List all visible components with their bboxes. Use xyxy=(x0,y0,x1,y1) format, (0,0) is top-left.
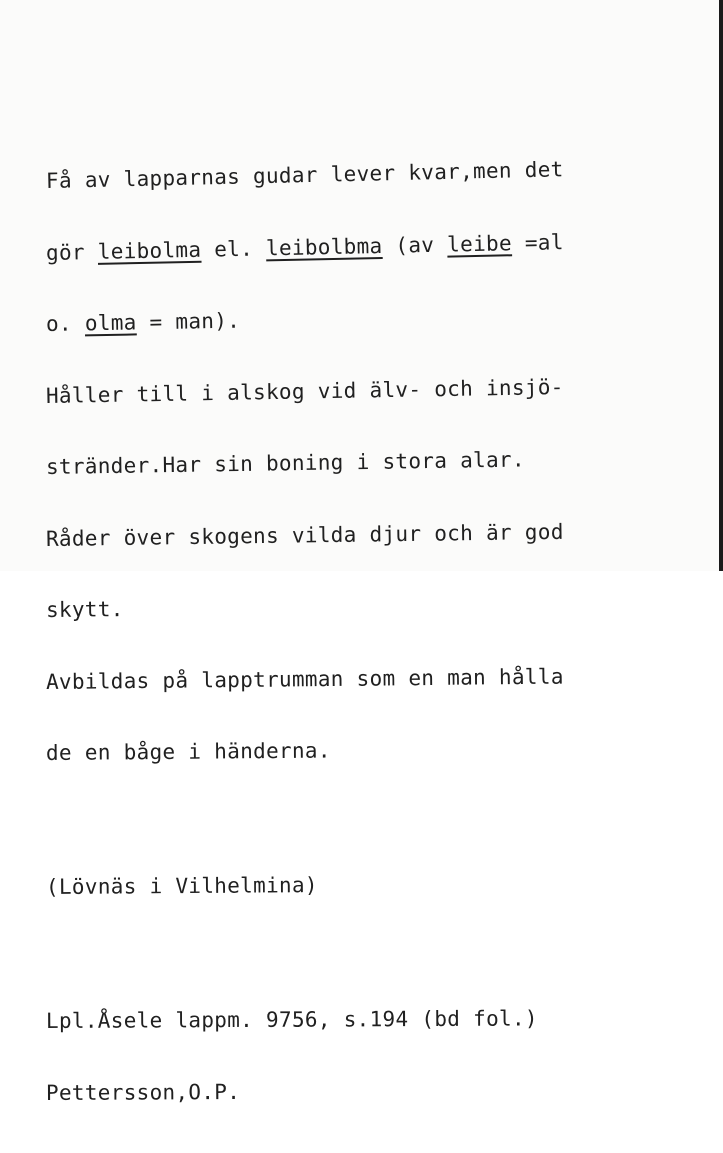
place-reference: (Lövnäs i Vilhelmina) xyxy=(45,872,318,899)
text-fragment: gör xyxy=(45,239,99,265)
text-line-7-content: skytt. xyxy=(45,597,124,622)
text-fragment: = man). xyxy=(136,308,241,335)
text-fragment: (av xyxy=(382,232,448,258)
text-fragment: o. xyxy=(45,311,86,336)
text-line-3 xyxy=(46,304,564,337)
text-line-9 xyxy=(46,737,564,765)
typed-text-block xyxy=(46,122,564,1153)
underlined-term-olma: olma xyxy=(84,310,137,336)
underlined-term-leibe: leibe xyxy=(446,230,513,257)
text-line-2 xyxy=(46,231,564,265)
text-line-8-content: Avbildas på lapptrumman som en man hålla xyxy=(45,664,564,694)
text-line-author xyxy=(46,1079,564,1105)
text-line-6-content: Råder över skogens vilda djur och är god xyxy=(45,519,564,551)
text-line-8 xyxy=(46,665,564,694)
text-line-1-content: Få av lapparnas gudar lever kvar,men det xyxy=(45,157,564,193)
text-fragment: el. xyxy=(201,235,267,262)
text-line-4-content: Håller till i alskog vid älv- och insjö- xyxy=(45,374,564,408)
text-line-6 xyxy=(46,520,564,551)
text-line-4 xyxy=(46,375,564,408)
text-line-1 xyxy=(46,158,564,193)
text-line-source xyxy=(46,1007,564,1033)
author-name: Pettersson,O.P. xyxy=(45,1079,241,1105)
text-line-9-content: de en båge i händerna. xyxy=(45,738,331,765)
text-line-7 xyxy=(46,593,564,623)
source-reference: Lpl.Åsele lappm. 9756, s.194 (bd fol.) xyxy=(45,1006,538,1033)
text-line-5 xyxy=(46,448,564,480)
underlined-term-leibolbma: leibolbma xyxy=(265,233,383,260)
underlined-term-leibolma: leibolma xyxy=(97,237,202,264)
text-line-place xyxy=(46,872,564,899)
text-fragment: =al xyxy=(511,229,564,255)
text-line-5-content: stränder.Har sin boning i stora alar. xyxy=(45,447,526,479)
